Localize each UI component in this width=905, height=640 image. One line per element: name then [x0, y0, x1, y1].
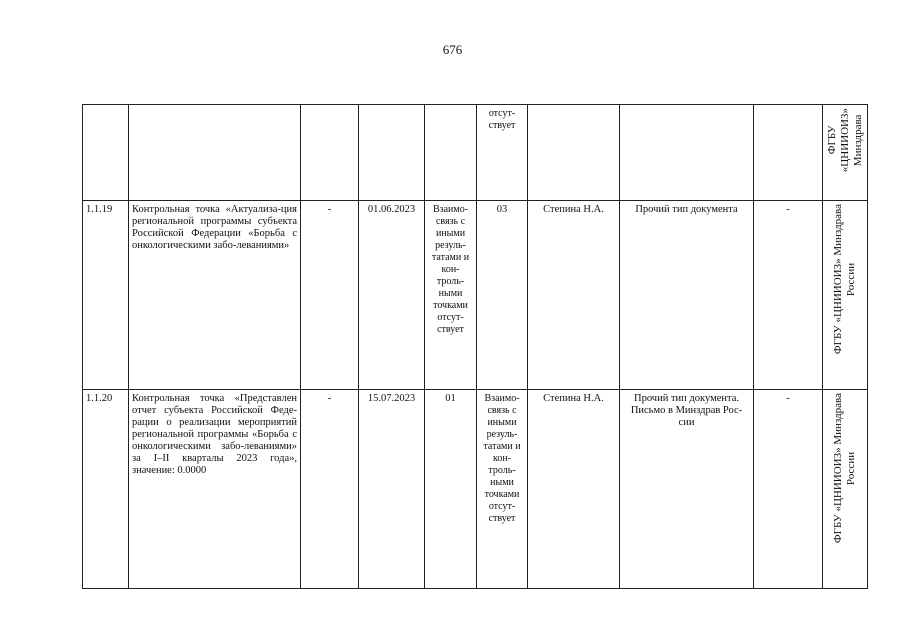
- row-date: 15.07.2023: [359, 390, 425, 589]
- row-description: [129, 105, 301, 201]
- row-col5: Взаимо- связь с иными резуль- татами и кон- троль- ными точками отсут- ствует: [425, 201, 477, 390]
- table-row: [83, 105, 868, 201]
- document-table: [82, 104, 868, 589]
- row-responsible: Степина Н.А.: [528, 390, 620, 589]
- row-col6: Взаимо- связь с иными резуль- татами и кон- троль- ными точками отсут- ствует: [477, 390, 528, 589]
- row-date: 01.06.2023: [359, 201, 425, 390]
- row-responsible: Степина Н.А.: [528, 201, 620, 390]
- row-col6: 03: [477, 201, 528, 390]
- row-col5: 01: [425, 390, 477, 589]
- row-number: [83, 105, 129, 201]
- row-col9: -: [754, 201, 823, 390]
- row-org-cell: [823, 105, 868, 201]
- row-org: ФГБУ «ЦНИИОИЗ» Минздрава: [826, 108, 864, 173]
- row-doc-type: Прочий тип документа. Письмо в Минздрав Рос- сии: [620, 390, 754, 589]
- row-col9: -: [754, 390, 823, 589]
- row-col3: -: [301, 201, 359, 390]
- row-col6: отсут- ствует: [477, 105, 528, 201]
- row-org-cell: [823, 201, 868, 390]
- row-org: ФГБУ «ЦНИИОИЗ» Минздрава России: [832, 393, 857, 544]
- row-doc-type: [620, 105, 754, 201]
- row-doc-type: Прочий тип документа: [620, 201, 754, 390]
- page-number: 676: [442, 42, 463, 57]
- row-number: 1.1.20: [83, 390, 129, 589]
- row-col3: [301, 105, 359, 201]
- row-col9: [754, 105, 823, 201]
- row-org-cell: [823, 390, 868, 589]
- row-date: [359, 105, 425, 201]
- row-col3: -: [301, 390, 359, 589]
- row-description: Контрольная точка «Представлен отчет субъекта Российской Феде-рации о реализации мероприятий региональной программы «Борьба с онкологическими забо-леваниями» за I–II кварталы 2023 года», значение: 0.0000: [129, 390, 301, 589]
- table-row: [83, 390, 868, 589]
- row-org: ФГБУ «ЦНИИОИЗ» Минздрава России: [832, 204, 857, 355]
- row-number: 1.1.19: [83, 201, 129, 390]
- row-responsible: [528, 105, 620, 201]
- row-col5: [425, 105, 477, 201]
- row-description: Контрольная точка «Актуализа-ция региональной программы субъекта Российской Федерации «Борьба с онкологическими забо-леваниями»: [129, 201, 301, 390]
- table-row: [83, 201, 868, 390]
